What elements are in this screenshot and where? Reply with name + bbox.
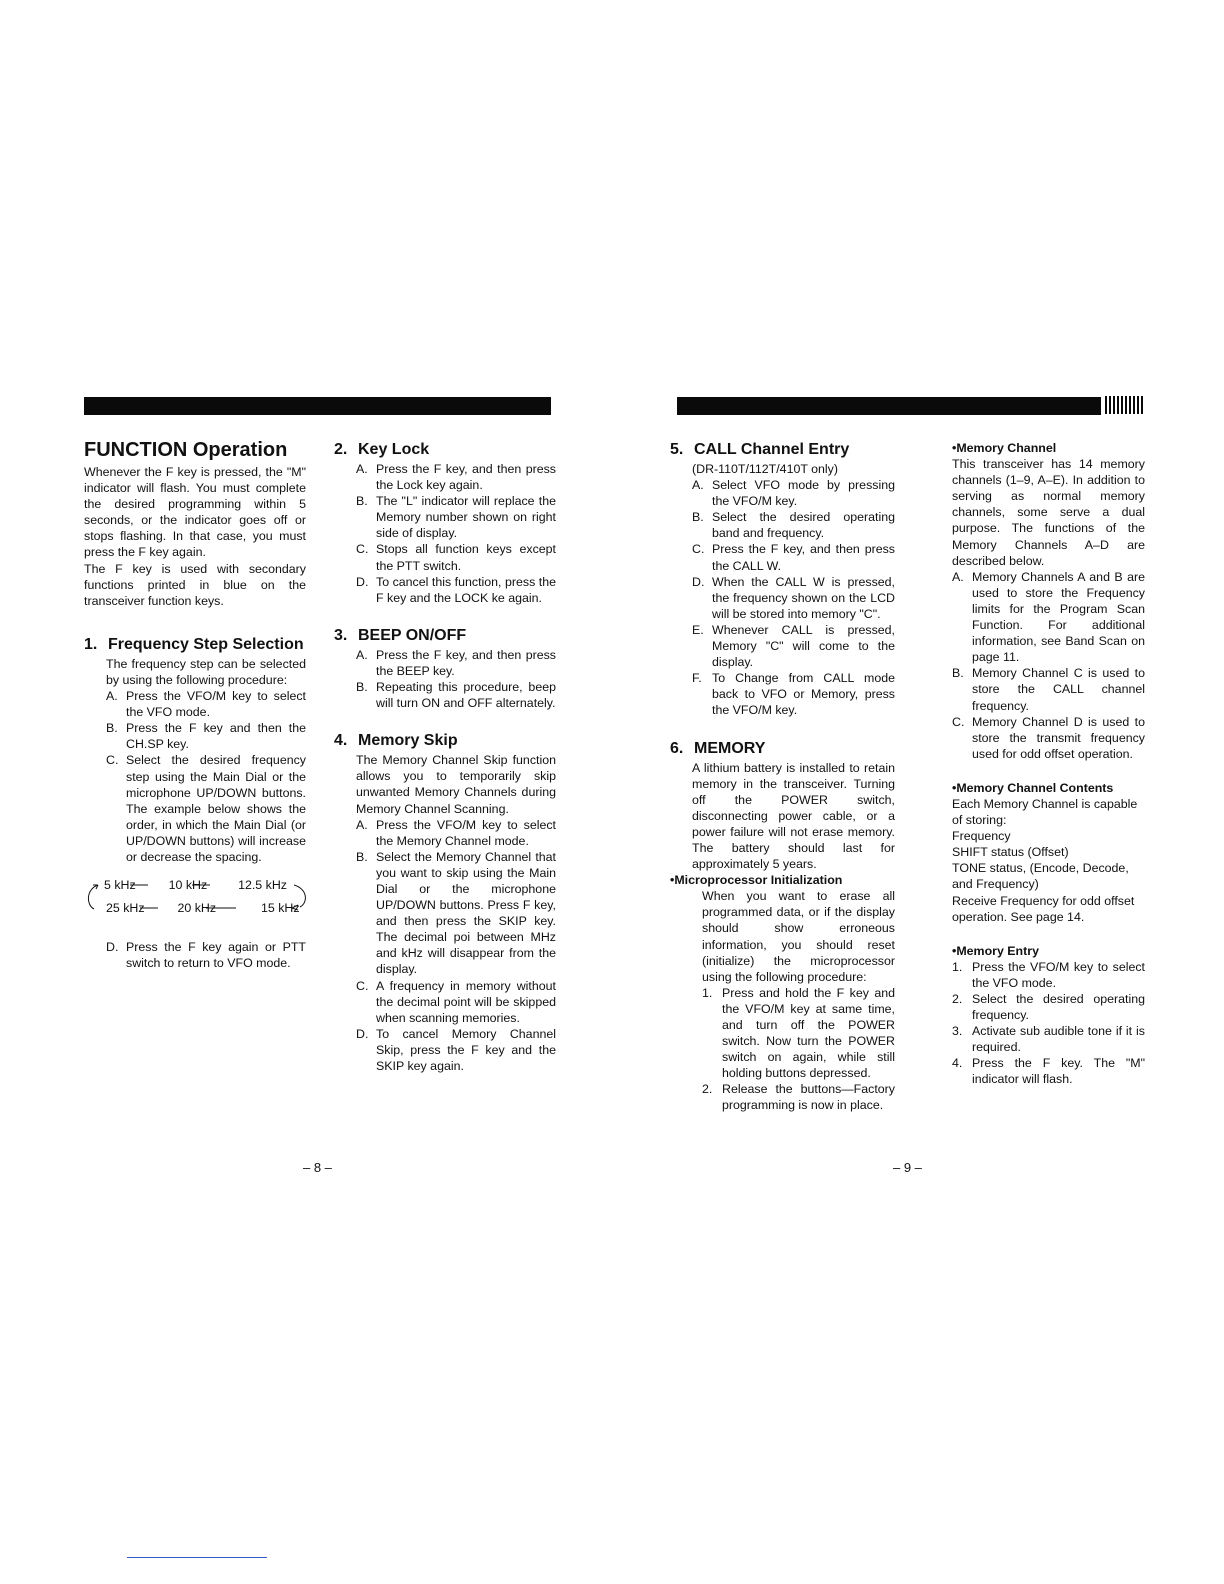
item-label: D. [356, 574, 369, 589]
item-label: C. [692, 542, 705, 557]
item-label: E. [692, 622, 704, 637]
list-item [952, 959, 1145, 991]
list-item [356, 849, 556, 978]
item-label: A. [356, 462, 368, 476]
init-heading: •Microprocessor Initialization [670, 873, 843, 888]
item-text: To Change from CALL mode back to VFO or Memory, press the VFO/M key. [712, 671, 895, 718]
item-text: Press and hold the F key and the VFO/M key at same time, and turn off the POWER switch. Now turn the POWER switch on again, while still holding buttons depressed. [722, 985, 895, 1081]
step-value: 5 kHz [104, 878, 136, 893]
list-item [692, 622, 895, 670]
step-value: 20 kHz [177, 901, 217, 916]
step-cycle-diagram [84, 875, 306, 921]
list-item [952, 714, 1145, 762]
list-item [692, 1081, 895, 1113]
item-text: Memory Channel D is used to store the transmit frequency used for odd offset operation. [972, 714, 1145, 761]
list-item [356, 817, 556, 849]
freq-step-intro: The frequency step can be selected by using the following procedure: [106, 656, 306, 687]
list-item [356, 493, 556, 541]
intro-paragraph-2: The F key is used with secondary functions printed in blue on the transceiver function keys. [84, 561, 306, 608]
page-number-right: – 9 – [893, 1160, 922, 1175]
section-heading-beep [334, 626, 556, 646]
section-title: BEEP ON/OFF [358, 626, 467, 644]
right-column-1 [670, 440, 895, 1114]
item-label: C. [952, 714, 965, 729]
list-item [356, 541, 556, 573]
item-label: C. [356, 978, 369, 993]
list-item [356, 461, 556, 493]
list-item [952, 665, 1145, 713]
item-label: C. [106, 753, 119, 768]
list-item [356, 1026, 556, 1074]
left-header-bar [84, 397, 551, 415]
item-text: Select the Memory Channel that you want to skip using the Main Dial or the microphone UP/DOWN buttons. Press F key, and then press the SKIP key. The decimal poi between MHz and kHz will disappear from the display. [376, 849, 556, 977]
page-title: FUNCTION Operation [84, 439, 288, 461]
item-text: Press the VFO/M key to select the VFO mode. [126, 689, 306, 720]
list-item [692, 541, 895, 573]
footer-rule [127, 1557, 267, 1558]
list-item [692, 509, 895, 541]
item-text: To cancel this function, press the F key and the LOCK ke again. [376, 574, 556, 605]
step-value: 25 kHz [106, 901, 145, 916]
item-text: Press the F key and then the CH.SP key. [126, 721, 306, 752]
page-number-left: – 8 – [303, 1160, 332, 1175]
contents-heading: •Memory Channel Contents [952, 780, 1114, 795]
item-text: Press the VFO/M key to select the VFO mode. [972, 959, 1145, 990]
header-tick-marks [1105, 396, 1145, 414]
section-title: Key Lock [358, 441, 430, 458]
item-label: D. [692, 574, 705, 589]
item-text: A frequency in memory without the decimal point will be skipped when scanning memories. [376, 978, 556, 1025]
item-text: Release the buttons—Factory programming is now in place. [722, 1082, 895, 1113]
list-item [356, 647, 556, 679]
item-text: Press the F key again or PTT switch to return to VFO mode. [126, 940, 306, 971]
entry-heading: •Memory Entry [952, 943, 1039, 958]
item-label: A. [356, 817, 368, 832]
item-text: Press the VFO/M key to select the Memory Channel mode. [376, 817, 556, 848]
section-number: 2. [334, 441, 348, 458]
section-title: CALL Channel Entry [694, 441, 850, 458]
list-item [952, 991, 1145, 1023]
item-label: D. [356, 1026, 369, 1041]
memory-channel-heading: •Memory Channel [952, 441, 1057, 455]
list-item [692, 477, 895, 509]
item-text: Repeating this procedure, beep will turn ON and OFF alternately. [376, 680, 556, 711]
section-title: Memory Skip [358, 732, 458, 750]
item-label: 1. [952, 959, 963, 974]
left-column-2 [334, 440, 556, 1074]
section-heading-memory-skip [334, 731, 556, 751]
list-item [106, 939, 306, 971]
item-label: F. [692, 671, 702, 686]
list-item [952, 1055, 1145, 1087]
section-heading-memory [670, 739, 895, 759]
list-item [106, 752, 306, 865]
item-text: Press the F key, and then press the BEEP key. [376, 647, 556, 678]
section-heading-freq-step [84, 635, 306, 655]
item-label: 3. [952, 1024, 963, 1039]
item-label: A. [106, 689, 118, 704]
item-text: To cancel Memory Channel Skip, press the F key and the SKIP key again. [376, 1026, 556, 1073]
list-item [692, 574, 895, 622]
item-text: Memory Channel C is used to store the CALL channel frequency. [972, 666, 1145, 713]
right-header-bar [677, 397, 1101, 415]
list-item [356, 679, 556, 711]
memory-channel-text: This transceiver has 14 memory channels (1–9, A–E). In addition to serving as normal memory channels, some serve a dual purpose. The functions of the Memory Channels A–D are described below. [952, 457, 1145, 568]
item-label: 2. [702, 1082, 713, 1097]
item-label: 4. [952, 1056, 963, 1071]
section-number: 3. [334, 626, 348, 644]
init-text: When you want to erase all programmed data, or if the display should show erroneous information, you should reset (initialize) the microprocessor using the following procedure: [702, 889, 895, 984]
list-item [356, 978, 556, 1026]
item-label: A. [356, 647, 368, 662]
item-text: The "L" indicator will replace the Memory number shown on right side of display. [376, 494, 556, 541]
contents-line: Each Memory Channel is capable of storing: [952, 796, 1138, 828]
item-label: B. [356, 849, 368, 864]
list-item [106, 720, 306, 752]
list-item [106, 688, 306, 720]
item-label: A. [952, 569, 964, 584]
step-value: 12.5 kHz [238, 878, 287, 893]
item-text: Select the desired operating frequency. [972, 992, 1145, 1023]
item-label: B. [356, 494, 368, 509]
item-label: D. [106, 940, 119, 955]
section-title: Frequency Step Selection [108, 635, 304, 653]
left-column-1 [84, 438, 306, 971]
contents-line: Receive Frequency for odd offset operation. See page 14. [952, 893, 1135, 924]
step-value: 10 kHz [168, 878, 208, 893]
section-number: 6. [670, 739, 684, 757]
item-label: B. [106, 721, 118, 736]
section-title: MEMORY [694, 739, 766, 757]
section-number: 4. [334, 732, 348, 750]
section-heading-call [670, 440, 895, 460]
contents-line: TONE status, (Encode, Decode, and Frequency) [952, 861, 1129, 892]
item-text: Memory Channels A and B are used to store the Frequency limits for the Program Scan Function. For additional information, see Band Scan on page 11. [972, 569, 1145, 665]
section-number: 5. [670, 441, 684, 458]
item-text: When the CALL W is pressed, the frequency shown on the LCD will be stored into memory "C". [712, 574, 895, 621]
item-label: B. [356, 680, 368, 695]
memory-skip-intro: The Memory Channel Skip function allows you to temporarily skip unwanted Memory Channels during Memory Channel Scanning. [356, 753, 556, 816]
section-number: 1. [84, 635, 98, 653]
item-text: Press the F key, and then press the CALL W. [712, 542, 895, 573]
contents-line: SHIFT status (Offset) [952, 845, 1069, 860]
item-label: C. [356, 542, 369, 557]
item-text: Select VFO mode by pressing the VFO/M key. [712, 478, 895, 509]
item-text: Stops all function keys except the PTT switch. [376, 542, 556, 573]
item-text: Activate sub audible tone if it is required. [972, 1024, 1145, 1055]
item-text: Press the F key, and then press the Lock key again. [376, 462, 556, 493]
memory-intro: A lithium battery is installed to retain memory in the transceiver. Turning off the POWER switch, disconnecting power cable, or a power failure will not erase memory. The battery should last for approximately 5 years. [692, 760, 895, 872]
call-subtitle: (DR-110T/112T/410T only) [692, 462, 838, 476]
item-text: Select the desired operating band and frequency. [712, 510, 895, 541]
item-label: B. [952, 666, 964, 681]
list-item [952, 569, 1145, 666]
item-label: B. [692, 510, 704, 525]
item-label: 2. [952, 992, 963, 1006]
list-item [692, 670, 895, 718]
item-label: 1. [702, 985, 713, 1000]
list-item [692, 985, 895, 1082]
list-item [952, 1023, 1145, 1055]
intro-paragraph-1: Whenever the F key is pressed, the "M" indicator will flash. You must complete the desired programming within 5 seconds, or the indicator goes off or stops flashing. In that case, you must press the F key again. [84, 465, 306, 560]
section-heading-key-lock [334, 440, 556, 460]
list-item [356, 574, 556, 606]
item-text: Select the desired frequency step using the Main Dial or the microphone UP/DOWN buttons. The example below shows the order, in which the Main Dial (or UP/DOWN buttons) will increase or decrease the spacing. [126, 753, 306, 864]
item-text: Whenever CALL is pressed, Memory "C" will come to the display. [712, 622, 895, 670]
item-label: A. [692, 478, 704, 493]
step-value: 15 kHz [260, 901, 300, 916]
item-text: Press the F key. The "M" indicator will flash. [972, 1056, 1145, 1087]
contents-line: Frequency [952, 829, 1011, 844]
right-column-2 [952, 440, 1145, 1088]
